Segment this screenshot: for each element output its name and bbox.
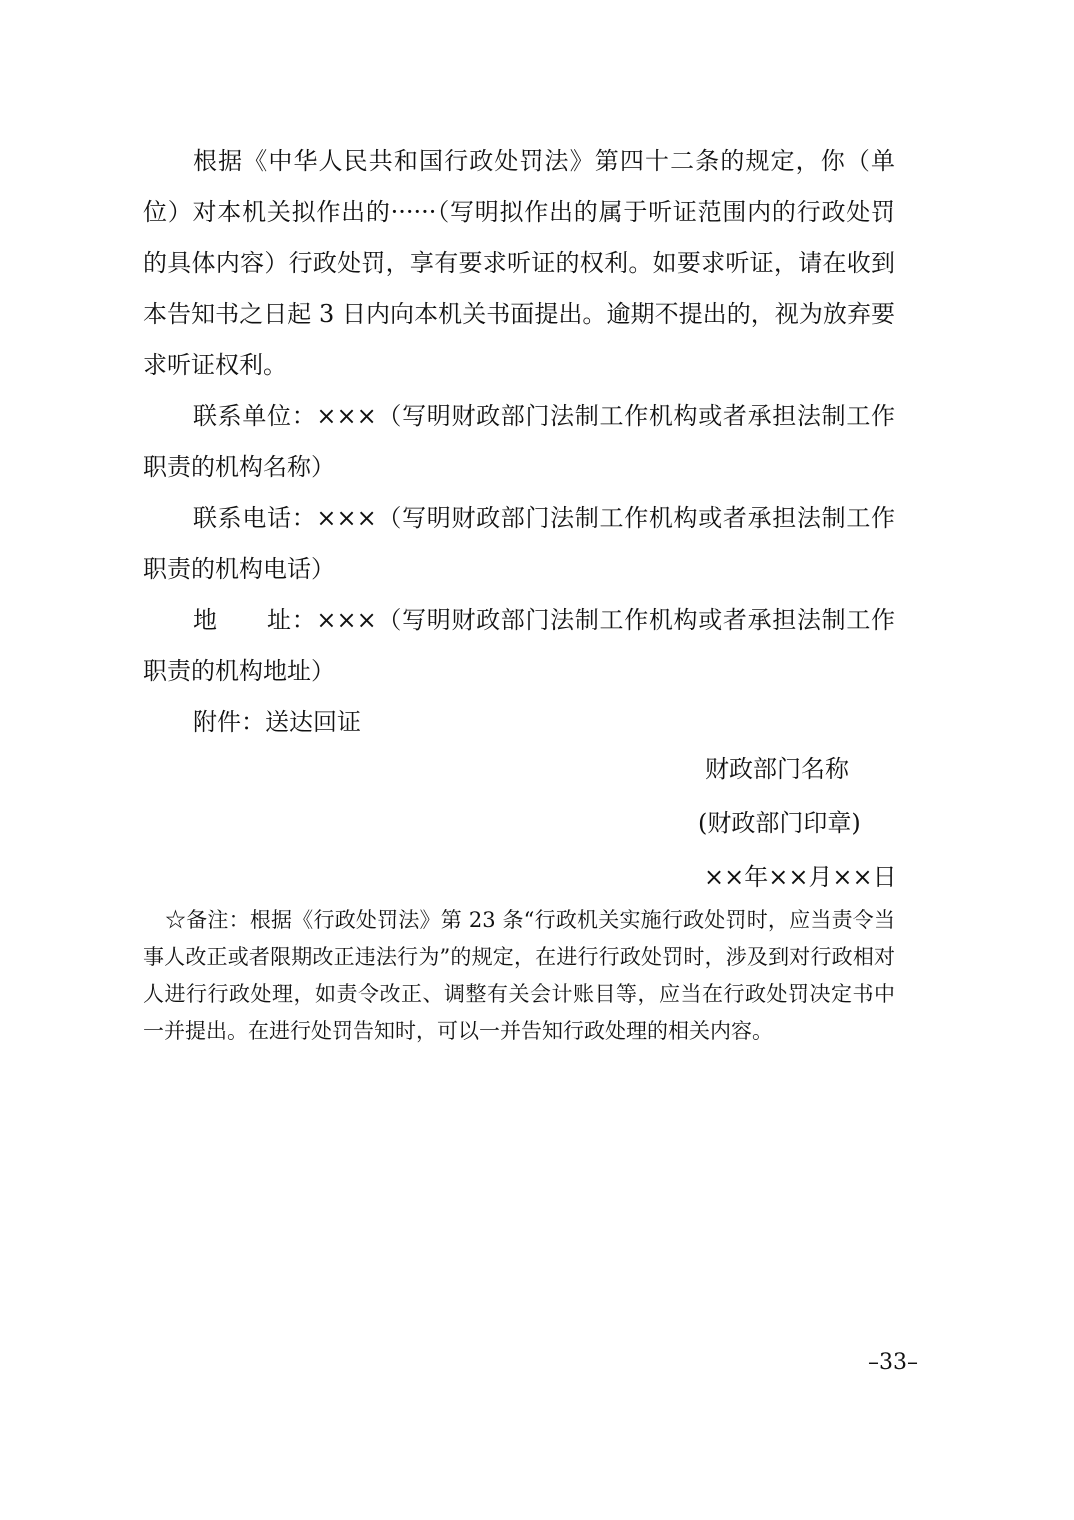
notice-body xyxy=(143,136,895,748)
contact-unit-paragraph: 联系单位：×××（写明财政部门法制工作机构或者承担法制工作职责的机构名称） xyxy=(143,402,895,481)
signature-date: ××年××月××日 xyxy=(704,863,897,891)
remark-note: ☆备注：根据《行政处罚法》第 23 条“行政机关实施行政处罚时，应当责令当事人改正或者限期改正违法行为”的规定，在进行行政处罚时，涉及到对行政相对人进行行政处理，如责令改正、调整有关会计账目等，应当在行政处罚决定书中一并提出。在进行处罚告知时，可以一并告知行政处理的相关内容。 xyxy=(143,908,895,1043)
page-number: –33– xyxy=(868,1350,918,1375)
contact-phone-paragraph: 联系电话：×××（写明财政部门法制工作机构或者承担法制工作职责的机构电话） xyxy=(143,504,895,583)
hearing-rights-paragraph: 根据《中华人民共和国行政处罚法》第四十二条的规定，你（单位）对本机关拟作出的······（写明拟作出的属于听证范围内的行政处罚的具体内容）行政处罚，享有要求听证的权利。如要求听证，请在收到本告知书之日起 3 日内向本机关书面提出。逾期不提出的，视为放弃要求听证权利。 xyxy=(143,147,895,379)
attachment-line: 附件：送达回证 xyxy=(193,708,361,736)
contact-address-paragraph: 地 址：×××（写明财政部门法制工作机构或者承担法制工作职责的机构地址） xyxy=(143,606,895,685)
signature-org-name: 财政部门名称 xyxy=(705,755,849,783)
signature-seal: (财政部门印章) xyxy=(698,809,861,837)
